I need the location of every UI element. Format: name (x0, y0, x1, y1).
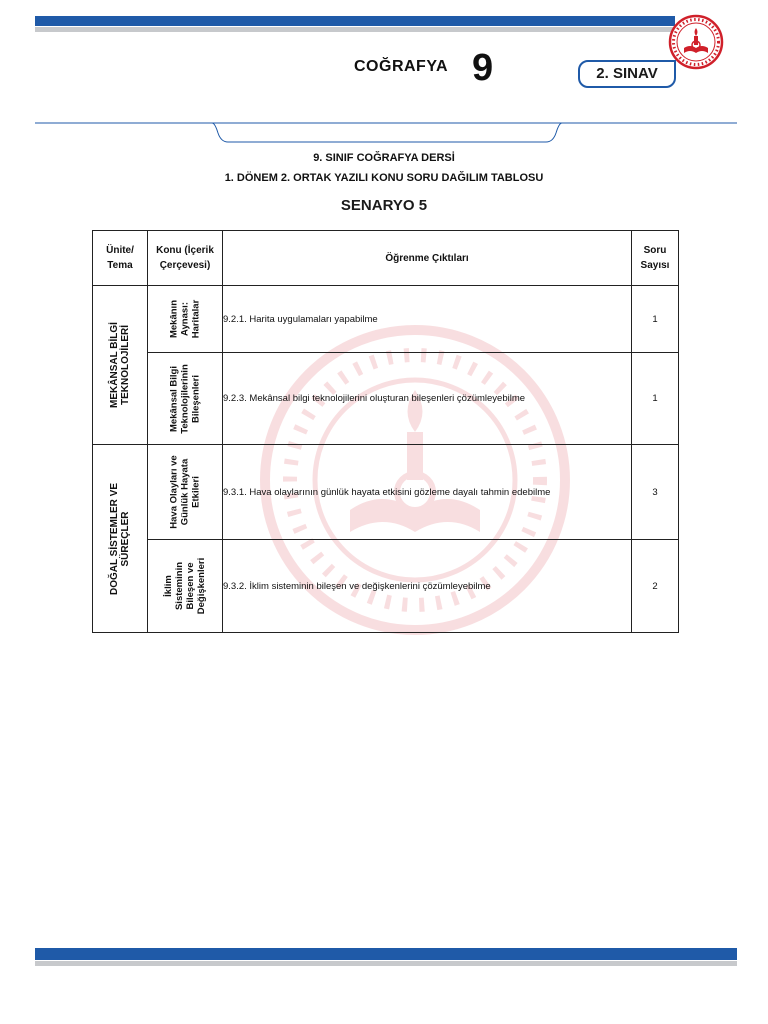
table-title: 1. DÖNEM 2. ORTAK YAZILI KONU SORU DAĞILIM TABLOSU (224, 172, 544, 184)
header-divider (35, 118, 737, 148)
table-row (93, 353, 679, 445)
outcome-cell: 9.3.1. Hava olaylarının günlük hayata etkisini gözleme dayalı tahmin edebilme (223, 445, 632, 540)
topic-name: İklim Sisteminin Bileşen ve Değişkenleri (163, 557, 207, 615)
outcome-cell: 9.2.1. Harita uygulamaları yapabilme (223, 286, 632, 353)
table-row (93, 286, 679, 353)
exam-badge: 2. SINAV (578, 60, 676, 88)
outcome-cell: 9.3.2. İklim sisteminin bileşen ve değişkenlerini çözümleyebilme (223, 540, 632, 633)
topic-name: Mekânsal Bilgi Teknolojilerinin Bileşenleri (168, 363, 202, 434)
topic-cell (148, 540, 223, 633)
grade-number: 9 (472, 47, 494, 89)
distribution-table (92, 230, 679, 633)
count-cell: 2 (632, 540, 679, 633)
unit-name: MEKÂNSAL BİLGİ TEKNOLOJİLERİ (109, 322, 131, 408)
header-outcomes: Öğrenme Çıktıları (223, 231, 632, 286)
table-row (93, 540, 679, 633)
count-cell: 1 (632, 353, 679, 445)
count-cell: 3 (632, 445, 679, 540)
topic-cell (148, 353, 223, 445)
table-row (93, 445, 679, 540)
ministry-seal-icon (668, 14, 724, 70)
unit-name: DOĞAL SİSTEMLER VE SÜREÇLER (109, 482, 131, 595)
count-cell: 1 (632, 286, 679, 353)
unit-cell (93, 286, 148, 445)
unit-cell (93, 445, 148, 633)
top-accent-stripe (35, 27, 675, 32)
course-title: 9. SINIF COĞRAFYA DERSİ (313, 152, 455, 164)
outcome-cell: 9.2.3. Mekânsal bilgi teknolojilerini oluşturan bileşenleri çözümleyebilme (223, 353, 632, 445)
header-topic: Konu (İçerik Çerçevesi) (148, 231, 223, 286)
header-count: Soru Sayısı (632, 231, 679, 286)
header-unit: Ünite/ Tema (93, 231, 148, 286)
bottom-accent-bar (35, 948, 737, 960)
subject-title: COĞRAFYA (354, 58, 449, 75)
topic-cell (148, 445, 223, 540)
topic-name: Hava Olayları ve Günlük Hayata Etkileri (168, 455, 202, 529)
top-accent-bar (35, 16, 675, 26)
topic-name: Mekânın Aynası: Haritalar (168, 299, 202, 339)
topic-cell (148, 286, 223, 353)
table-header-row (93, 231, 679, 286)
bottom-accent-stripe (35, 961, 737, 966)
scenario-title: SENARYO 5 (340, 197, 428, 214)
